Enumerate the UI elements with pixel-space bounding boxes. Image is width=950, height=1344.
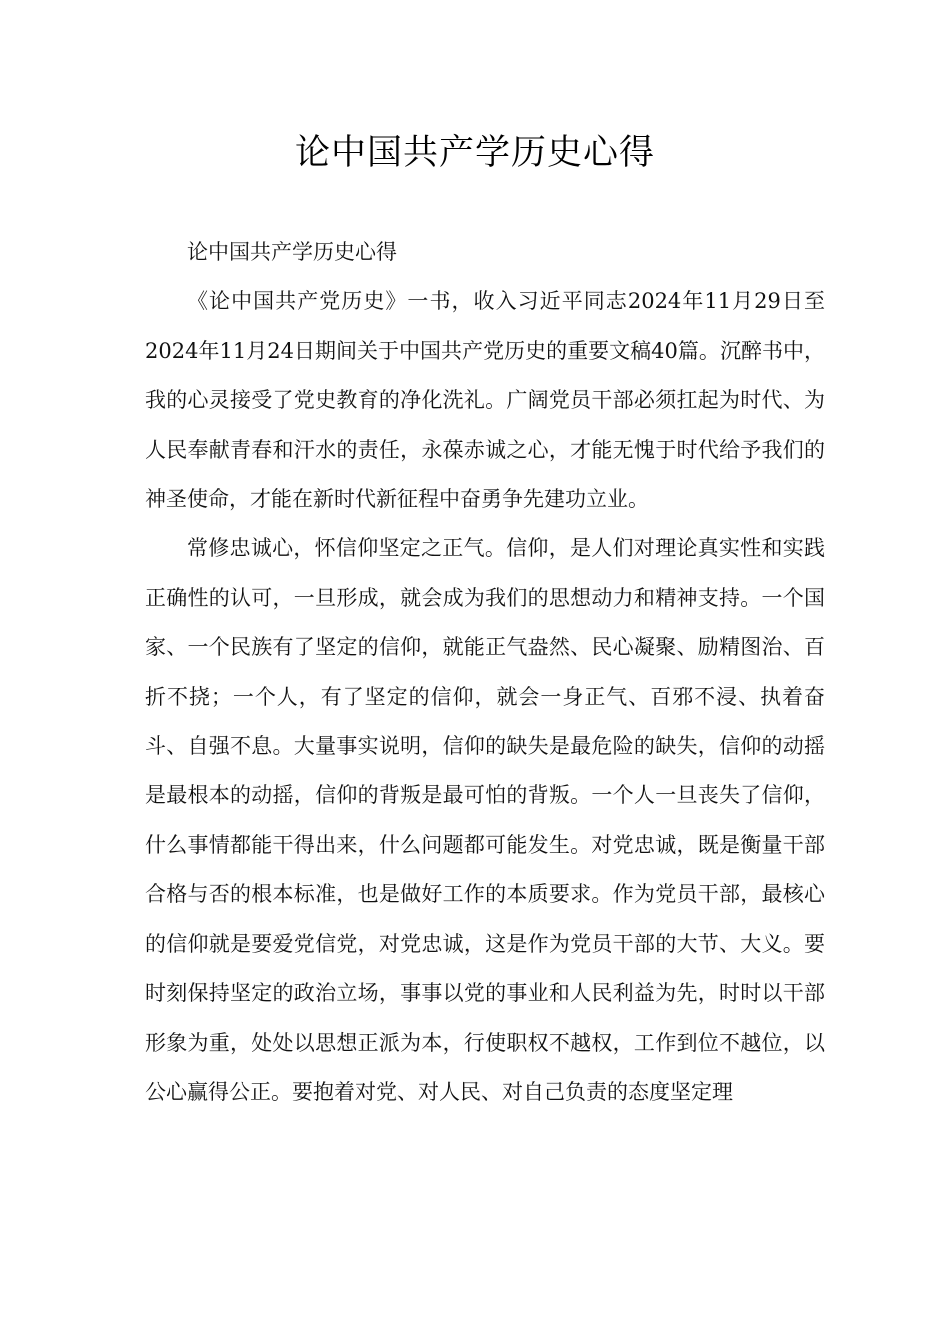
- paragraph-loyalty: 常修忠诚心，怀信仰坚定之正气。信仰，是人们对理论真实性和实践正确性的认可，一旦形成，就会成为我们的思想动力和精神支持。一个国家、一个民族有了坚定的信仰，就能正气盎然、民心凝聚、励精图治、百折不挠；一个人，有了坚定的信仰，就会一身正气、百邪不浸、执着奋斗、自强不息。大量事实说明，信仰的缺失是最危险的缺失，信仰的动摇是最根本的动摇，信仰的背叛是最可怕的背叛。一个人一旦丧失了信仰，什么事情都能干得出来，什么问题都可能发生。对党忠诚，既是衡量干部合格与否的根本标准，也是做好工作的本质要求。作为党员干部，最核心的信仰就是要爱党信党，对党忠诚，这是作为党员干部的大节、大义。要时刻保持坚定的政治立场，事事以党的事业和人民利益为先，时时以干部形象为重，处处以思想正派为本，行使职权不越权，工作到位不越位，以公心赢得公正。要抱着对党、对人民、对自己负责的态度坚定理: [145, 536, 825, 1104]
- paragraph-intro: 《论中国共产党历史》一书，收入习近平同志2024年11月29日至2024年11月24日期间关于中国共产党历史的重要文稿40篇。沉醉书中，我的心灵接受了党史教育的净化洗礼。广阔党员干部必须扛起为时代、为人民奉献青春和汗水的责任，永葆赤诚之心，才能无愧于时代给予我们的神圣使命，才能在新时代新征程中奋勇争先建功立业。: [145, 289, 825, 512]
- document-body: [145, 228, 825, 1117]
- document-title: 论中国共产学历史心得: [294, 133, 655, 173]
- paragraph-subtitle: 论中国共产学历史心得: [187, 240, 397, 264]
